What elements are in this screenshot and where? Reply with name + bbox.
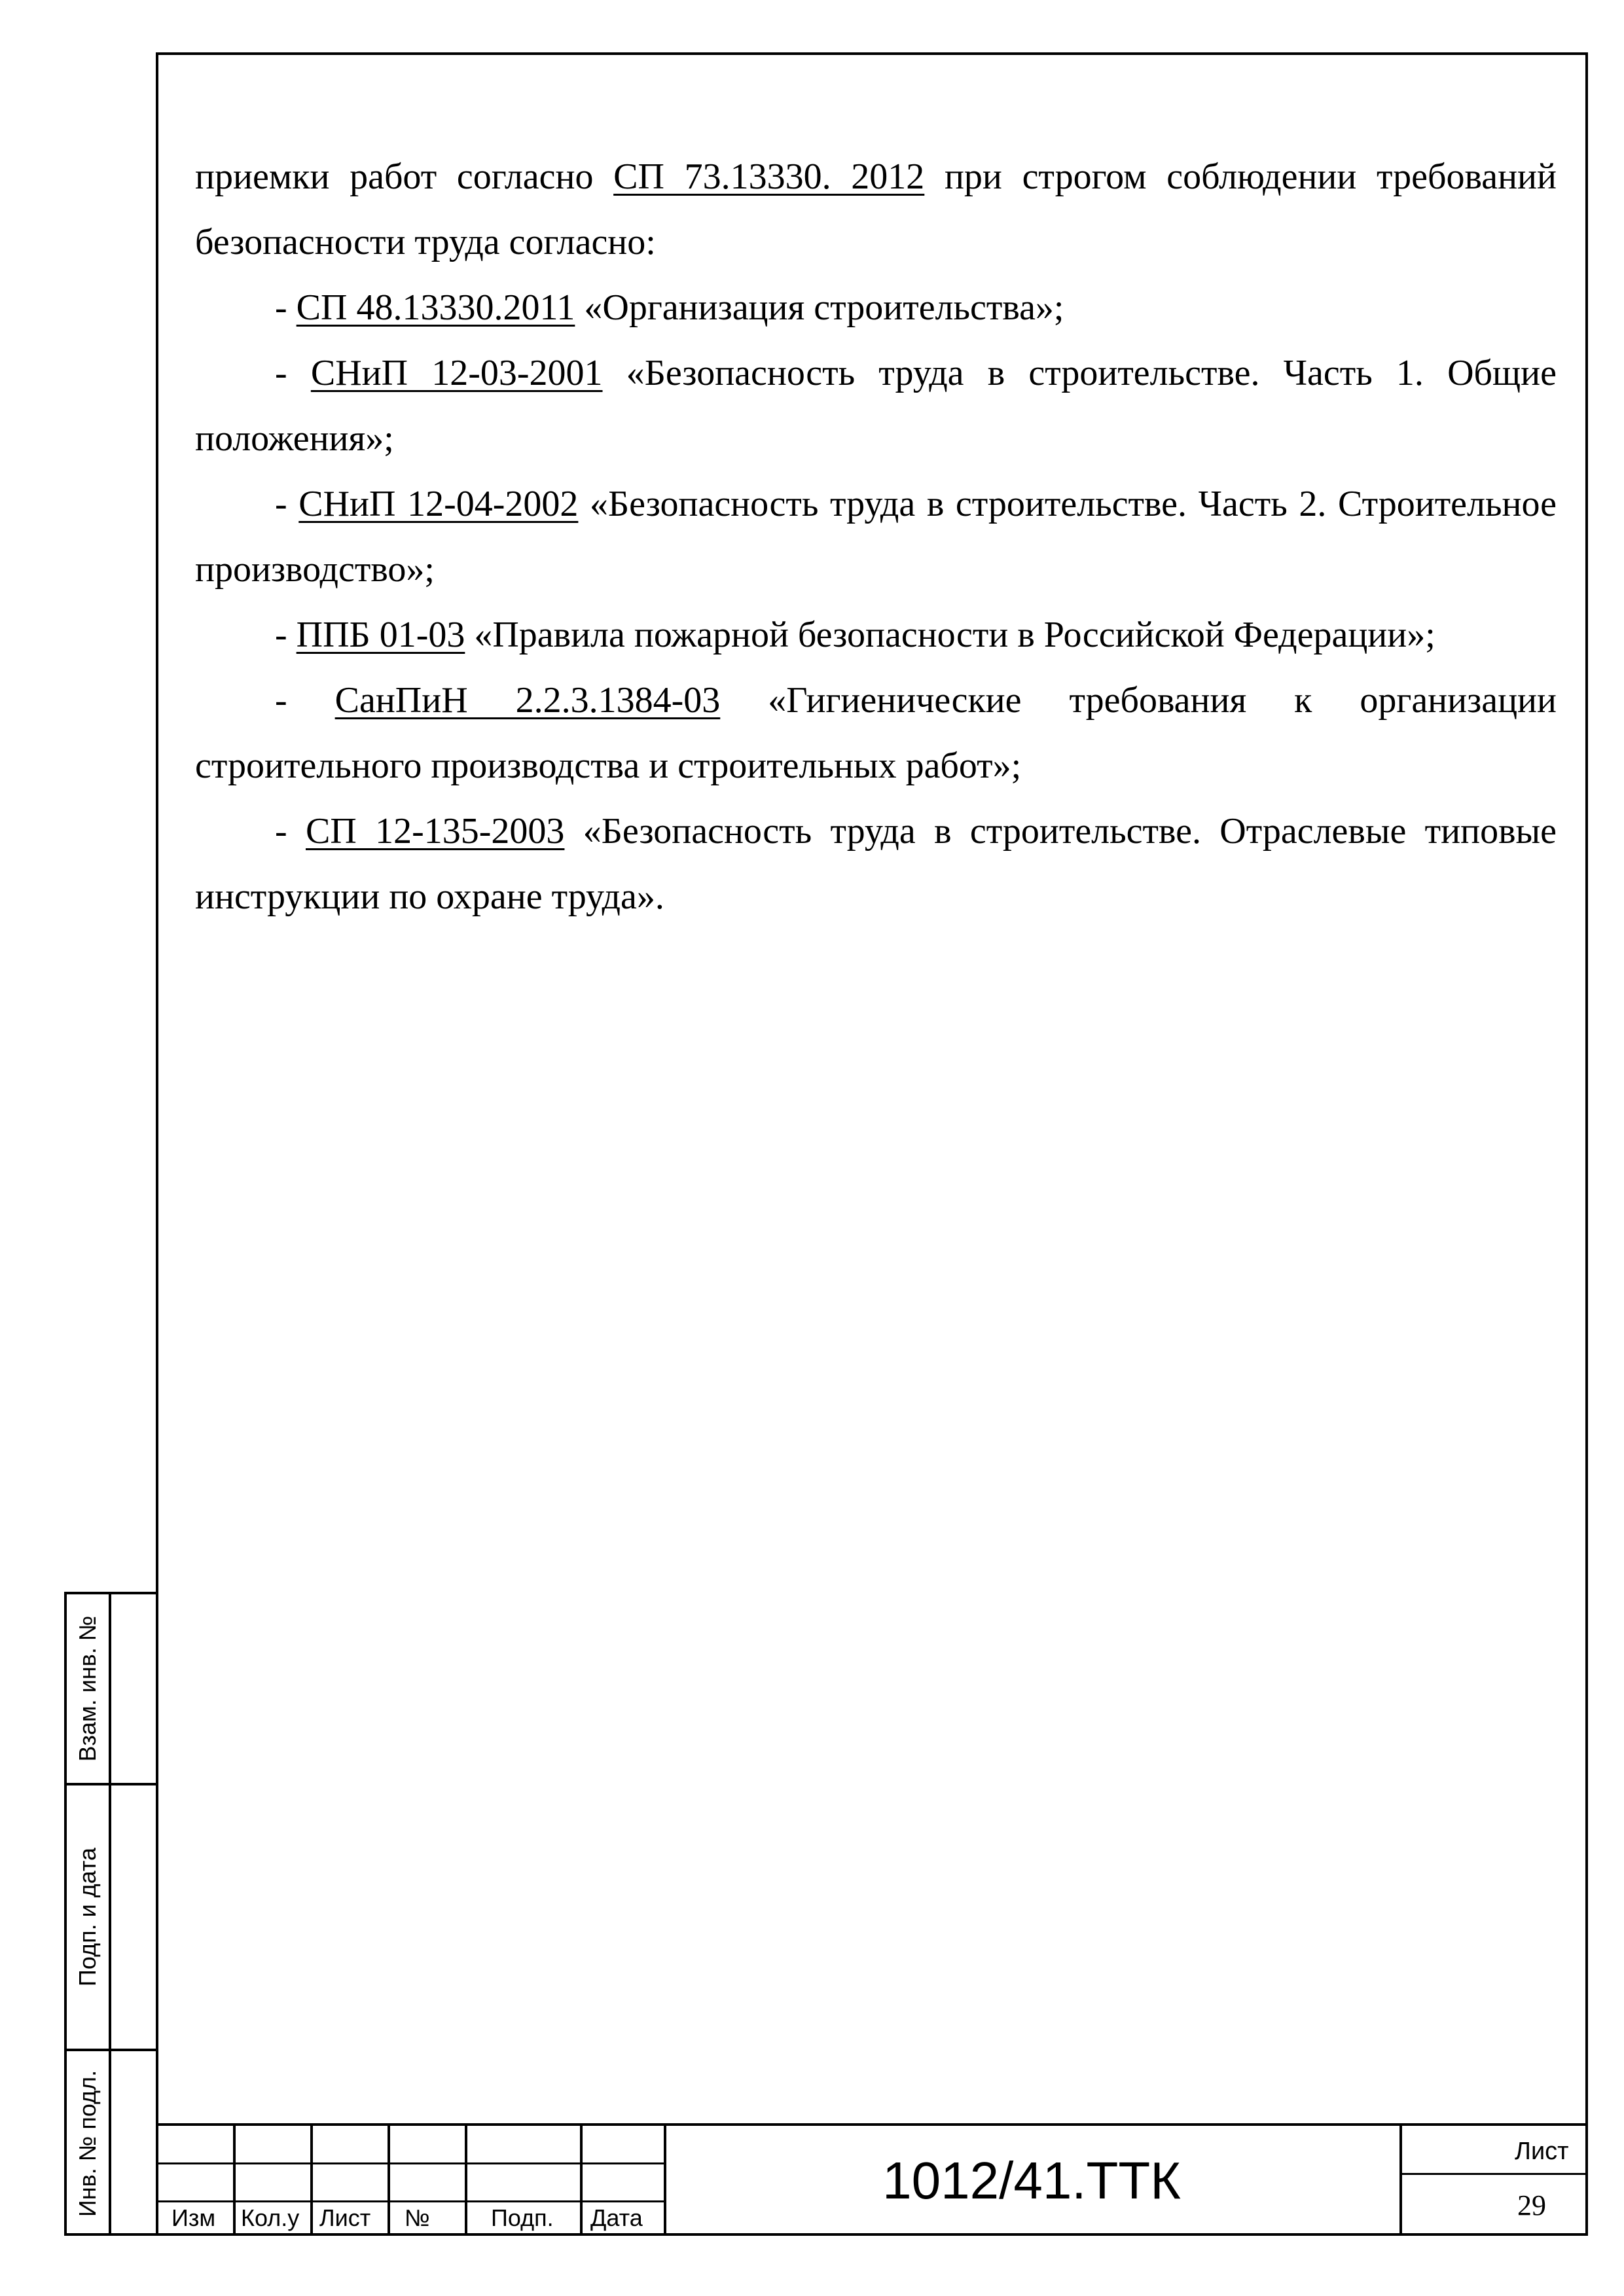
side-label-inv: Инв. № подл. [74, 2070, 101, 2217]
reference-link[interactable]: СанПиН 2.2.3.1384-03 [334, 680, 721, 721]
column-kol: Кол.у [241, 2204, 300, 2231]
intro-paragraph: приемки работ согласно СП 73.13330. 2012 при строгом соблюдении требований безопасности труда согласно: [195, 156, 1557, 262]
column-list: Лист [319, 2204, 371, 2231]
sheet-number: 29 [1517, 2189, 1546, 2221]
column-podp: Подп. [491, 2204, 554, 2231]
reference-link[interactable]: СП 12-135-2003 [306, 811, 565, 852]
side-row-podp [67, 1785, 156, 2051]
list-item: - ППБ 01-03 «Правила пожарной безопасности в Российской Федерации»; [275, 615, 1435, 655]
side-row-inv [67, 2051, 156, 2236]
side-label-vzam: Взам. инв. № [74, 1615, 101, 1762]
document-code: 1012/41.ТТК [882, 2151, 1181, 2210]
side-row-vzam [67, 1594, 156, 1785]
title-block [156, 2123, 1588, 2236]
document-body [195, 144, 1557, 929]
column-number: № [405, 2204, 430, 2231]
side-stamp [64, 1592, 156, 2236]
side-label-podp: Подп. и дата [74, 1847, 101, 1987]
list-item: - СанПиН 2.2.3.1384-03 «Гигиенические требования к организации строительного производства и строительных работ»; [195, 680, 1557, 786]
sheet-label: Лист [1515, 2138, 1569, 2165]
list-item: - СНиП 12-03-2001 «Безопасность труда в строительстве. Часть 1. Общие положения»; [195, 353, 1557, 459]
reference-link[interactable]: СП 73.13330. 2012 [613, 156, 925, 197]
reference-link[interactable]: СНиП 12-04-2002 [298, 484, 579, 524]
list-item: - СНиП 12-04-2002 «Безопасность труда в строительстве. Часть 2. Строительное производство»; [195, 484, 1557, 590]
list-item: - СП 12-135-2003 «Безопасность труда в строительстве. Отраслевые типовые инструкции по охране труда». [195, 811, 1557, 917]
reference-link[interactable]: ППБ 01-03 [296, 615, 465, 655]
reference-link[interactable]: СНиП 12-03-2001 [310, 353, 603, 393]
reference-link[interactable]: СП 48.13330.2011 [296, 287, 575, 328]
list-item: - СП 48.13330.2011 «Организация строительства»; [275, 287, 1064, 328]
column-izm: Изм [171, 2204, 216, 2231]
column-date: Дата [590, 2204, 643, 2231]
